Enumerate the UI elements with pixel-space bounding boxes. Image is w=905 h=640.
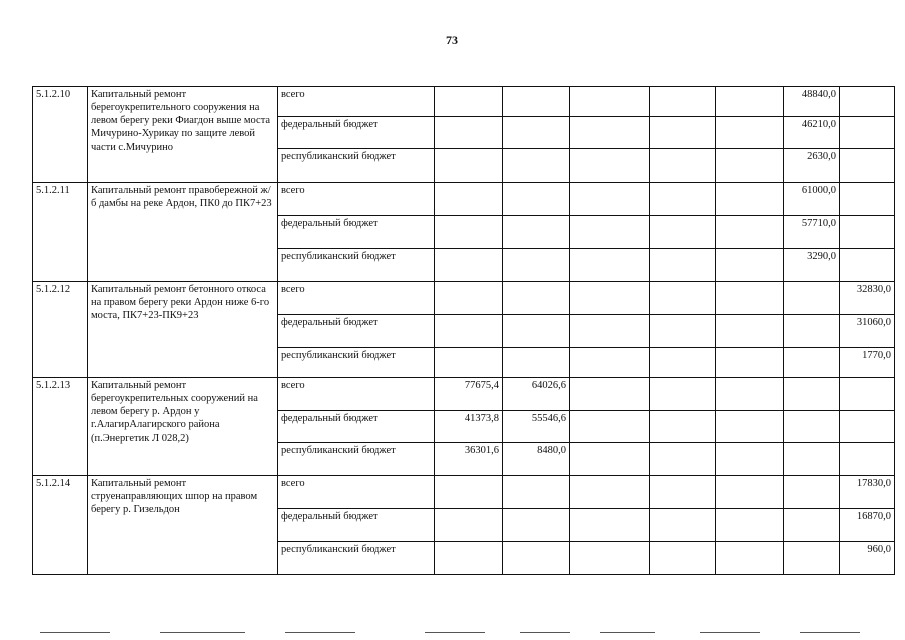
value-cell [716,348,784,378]
value-cell [435,282,503,315]
funding-source-label: всего [278,183,435,216]
value-cell: 64026,6 [503,378,570,411]
value-cell [570,216,650,249]
funding-source-label: республиканский бюджет [278,542,435,575]
value-cell [503,315,570,348]
value-cell [570,315,650,348]
value-cell [570,183,650,216]
value-cell [503,509,570,542]
value-cell [435,183,503,216]
table-row [33,476,895,509]
table-row [33,183,895,216]
value-cell [650,117,716,149]
value-cell [840,216,895,249]
value-cell [716,216,784,249]
value-cell [570,149,650,183]
value-cell: 36301,6 [435,443,503,476]
value-cell [716,411,784,443]
value-cell: 46210,0 [784,117,840,149]
value-cell [650,509,716,542]
value-cell [784,443,840,476]
funding-source-label: федеральный бюджет [278,315,435,348]
value-cell [503,476,570,509]
value-cell: 1770,0 [840,348,895,378]
item-description: Капитальный ремонт бетонного откоса на правом берегу реки Ардон ниже 6-го моста, ПК7+23-ПК9+23 [88,282,278,378]
value-cell [435,87,503,117]
divider [425,632,485,633]
value-cell [784,378,840,411]
item-description: Капитальный ремонт правобережной ж/б дамбы на реке Ардон, ПК0 до ПК7+23 [88,183,278,282]
value-cell: 17830,0 [840,476,895,509]
value-cell [570,411,650,443]
value-cell [650,87,716,117]
value-cell [570,509,650,542]
value-cell: 32830,0 [840,282,895,315]
funding-source-label: республиканский бюджет [278,348,435,378]
table-row [33,282,895,315]
value-cell [435,542,503,575]
value-cell [435,117,503,149]
value-cell [716,443,784,476]
value-cell [650,216,716,249]
value-cell [650,282,716,315]
value-cell [570,249,650,282]
value-cell [716,87,784,117]
item-description: Капитальный ремонт берегоукрепительного сооружения на левом берегу реки Фиагдон выше моста Мичурино-Хурикау по защите левой части с.Мичурино [88,87,278,183]
value-cell [840,378,895,411]
value-cell: 48840,0 [784,87,840,117]
item-description: Капитальный ремонт струенаправляющих шпор на правом берегу р. Гизельдон [88,476,278,575]
value-cell: 55546,6 [503,411,570,443]
item-code: 5.1.2.12 [33,282,88,378]
value-cell [716,249,784,282]
value-cell [650,183,716,216]
value-cell [650,149,716,183]
value-cell [435,149,503,183]
value-cell [716,509,784,542]
value-cell [503,282,570,315]
value-cell [840,183,895,216]
funding-source-label: всего [278,282,435,315]
value-cell [503,542,570,575]
value-cell [570,378,650,411]
value-cell [650,249,716,282]
value-cell [570,443,650,476]
value-cell [716,282,784,315]
value-cell [716,117,784,149]
value-cell [716,542,784,575]
value-cell [784,348,840,378]
page-bottom-edge [0,632,905,636]
value-cell [840,149,895,183]
value-cell [784,542,840,575]
value-cell [435,315,503,348]
divider [160,632,245,633]
divider [600,632,655,633]
value-cell [840,411,895,443]
value-cell: 8480,0 [503,443,570,476]
value-cell [784,509,840,542]
value-cell [435,476,503,509]
value-cell: 2630,0 [784,149,840,183]
value-cell: 960,0 [840,542,895,575]
item-code: 5.1.2.14 [33,476,88,575]
value-cell: 61000,0 [784,183,840,216]
funding-source-label: федеральный бюджет [278,216,435,249]
value-cell [716,378,784,411]
funding-source-label: республиканский бюджет [278,443,435,476]
value-cell [435,348,503,378]
value-cell [784,476,840,509]
value-cell [570,282,650,315]
value-cell [784,282,840,315]
table-row [33,378,895,411]
value-cell [650,378,716,411]
value-cell: 31060,0 [840,315,895,348]
funding-source-label: всего [278,378,435,411]
value-cell: 57710,0 [784,216,840,249]
divider [285,632,355,633]
funding-source-label: всего [278,476,435,509]
page-number: 73 [446,33,458,47]
value-cell [570,348,650,378]
value-cell [570,542,650,575]
funding-source-label: федеральный бюджет [278,509,435,542]
value-cell [716,315,784,348]
budget-table [32,86,895,575]
value-cell [716,476,784,509]
value-cell [503,249,570,282]
value-cell: 41373,8 [435,411,503,443]
value-cell [503,183,570,216]
value-cell [435,249,503,282]
value-cell [503,216,570,249]
value-cell [784,411,840,443]
value-cell [716,149,784,183]
funding-source-label: федеральный бюджет [278,117,435,149]
value-cell [784,315,840,348]
funding-source-label: всего [278,87,435,117]
value-cell [503,87,570,117]
divider [800,632,860,633]
value-cell [503,117,570,149]
value-cell [650,476,716,509]
divider [40,632,110,633]
value-cell [716,183,784,216]
divider [520,632,570,633]
value-cell [840,443,895,476]
value-cell [570,87,650,117]
item-description: Капитальный ремонт берегоукрепительных сооружений на левом берегу р. Ардон у г.АлагирАлагирского района (п.Энергетик Л 028,2) [88,378,278,476]
value-cell [650,542,716,575]
value-cell [840,87,895,117]
value-cell [503,348,570,378]
item-code: 5.1.2.13 [33,378,88,476]
value-cell [650,443,716,476]
value-cell [840,249,895,282]
value-cell [650,315,716,348]
value-cell [570,476,650,509]
value-cell: 16870,0 [840,509,895,542]
value-cell [503,149,570,183]
funding-source-label: федеральный бюджет [278,411,435,443]
table-row [33,87,895,117]
value-cell [840,117,895,149]
value-cell [650,348,716,378]
item-code: 5.1.2.10 [33,87,88,183]
item-code: 5.1.2.11 [33,183,88,282]
funding-source-label: республиканский бюджет [278,149,435,183]
value-cell [435,509,503,542]
value-cell: 3290,0 [784,249,840,282]
funding-source-label: республиканский бюджет [278,249,435,282]
value-cell [650,411,716,443]
value-cell [570,117,650,149]
value-cell: 77675,4 [435,378,503,411]
value-cell [435,216,503,249]
divider [700,632,760,633]
